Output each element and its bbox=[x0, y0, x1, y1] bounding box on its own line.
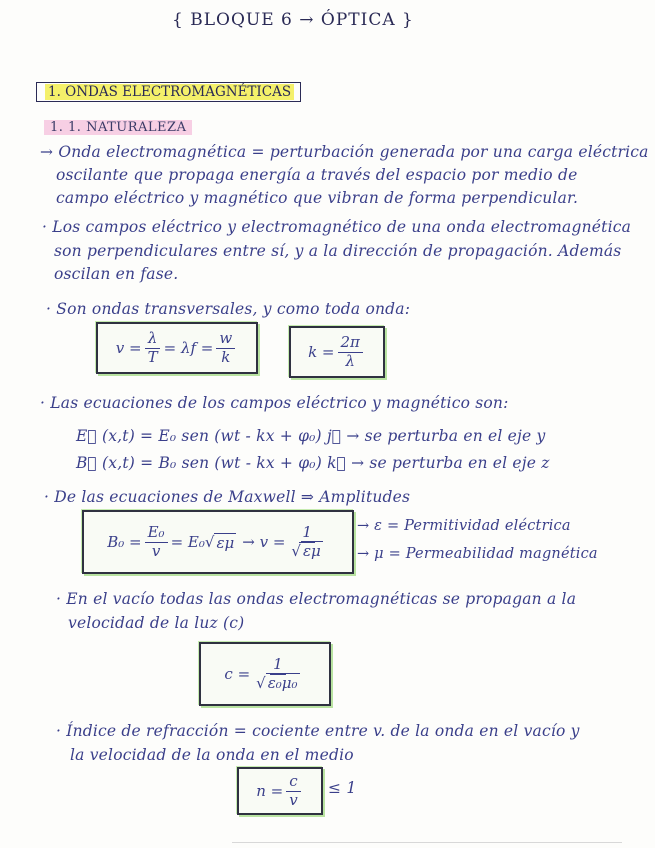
box-k-den: λ bbox=[345, 351, 355, 370]
transversal-line: · Son ondas transversales, y como toda onda: bbox=[46, 300, 411, 318]
paragraph1-line3: campo eléctrico y magnético que vibran de forma perpendicular. bbox=[56, 189, 579, 207]
paragraph1-line2: oscilante que propaga energía a través del espacio por medio de bbox=[56, 166, 578, 184]
box-b0-v-num: 1 bbox=[299, 524, 315, 542]
paragraph2-line1: · Los campos eléctrico y electromagnético de una onda electromagnética bbox=[42, 218, 632, 236]
box-c-lhs: c = bbox=[224, 665, 251, 683]
sqrt-icon: √ bbox=[256, 673, 266, 692]
box-b0-v-den-wrap bbox=[288, 543, 325, 560]
formula-box-k bbox=[289, 326, 385, 378]
title-text: BLOQUE 6 → ÓPTICA bbox=[190, 10, 396, 30]
sqrt-icon: √ bbox=[291, 541, 301, 560]
box-k-num: 2π bbox=[338, 334, 363, 352]
formula-box-v bbox=[96, 322, 258, 374]
box-b0-sqrt: εμ bbox=[216, 533, 235, 552]
section-heading-text: 1. ONDAS ELECTROMAGNÉTICAS bbox=[45, 84, 294, 100]
equations-intro: · Las ecuaciones de los campos eléctrico y magnético son: bbox=[40, 394, 509, 412]
box-v-f1-den: T bbox=[147, 347, 158, 366]
equation-B: B⃗ (x,t) = B₀ sen (wt - kx + φ₀) k⃗ → se perturba en el eje z bbox=[76, 454, 550, 472]
refraction-line2: la velocidad de la onda en el medio bbox=[70, 746, 354, 764]
formula-box-b0 bbox=[82, 510, 354, 574]
formula-box-c bbox=[199, 642, 331, 706]
box-k-fraction bbox=[338, 334, 363, 370]
box-b0-v-den: εμ bbox=[302, 541, 321, 560]
box-v-f2-den: k bbox=[221, 347, 231, 366]
page-title bbox=[172, 10, 414, 30]
box-b0-mid: = E₀ bbox=[170, 533, 205, 551]
box-n-num: c bbox=[286, 773, 300, 791]
box-v-mid: = λf = bbox=[163, 339, 214, 357]
box-c-fraction bbox=[253, 656, 302, 692]
paragraph1-line1: → Onda electromagnética = perturbación generada por una carga eléctrica bbox=[40, 143, 649, 161]
box-n-den: v bbox=[289, 790, 298, 809]
refraction-line1: · Índice de refracción = cociente entre v. de la onda en el vacío y bbox=[56, 722, 580, 740]
formula-box-n bbox=[237, 767, 323, 815]
paragraph2-line3: oscilan en fase. bbox=[54, 265, 179, 283]
epsilon-note: → ε = Permitividad eléctrica bbox=[357, 518, 571, 534]
sqrt-icon: √ bbox=[204, 533, 215, 551]
box-n-lhs: n = bbox=[256, 782, 284, 800]
box-b0-arrow: → v = bbox=[242, 533, 286, 551]
section-heading bbox=[36, 82, 301, 102]
box-v-fraction2 bbox=[216, 330, 235, 366]
box-k-lhs: k = bbox=[308, 343, 335, 361]
box-v-fraction1 bbox=[145, 330, 161, 366]
title-brace-left: { bbox=[172, 10, 191, 30]
page-bottom-rule bbox=[232, 842, 622, 843]
box-b0-den: v bbox=[151, 541, 161, 560]
title-brace-right: } bbox=[395, 10, 414, 30]
box-v-f1-num: λ bbox=[145, 330, 161, 348]
box-b0-fraction bbox=[145, 524, 168, 560]
box-b0-num: E₀ bbox=[145, 524, 168, 542]
equation-E: E⃗ (x,t) = E₀ sen (wt - kx + φ₀) j⃗ → se perturba en el eje y bbox=[76, 427, 546, 445]
n-inequality: ≤ 1 bbox=[328, 779, 357, 797]
vacuum-line1: · En el vacío todas las ondas electromagnéticas se propagan a la bbox=[56, 590, 577, 608]
box-c-den: ε₀μ₀ bbox=[267, 673, 298, 692]
subsection-heading: 1. 1. NATURALEZA bbox=[44, 120, 192, 135]
maxwell-intro: · De las ecuaciones de Maxwell ⇒ Amplitudes bbox=[44, 488, 411, 506]
mu-note: → μ = Permeabilidad magnética bbox=[357, 546, 598, 562]
box-b0-v-fraction bbox=[288, 524, 325, 560]
box-c-num: 1 bbox=[270, 656, 286, 674]
box-b0-lhs: B₀ = bbox=[107, 533, 142, 551]
box-v-lhs: v = bbox=[115, 339, 142, 357]
vacuum-line2: velocidad de la luz (c) bbox=[68, 614, 245, 632]
box-c-den-wrap bbox=[253, 675, 302, 692]
box-v-f2-num: w bbox=[216, 330, 235, 348]
paragraph2-line2: son perpendiculares entre sí, y a la dirección de propagación. Además bbox=[54, 242, 622, 260]
box-n-fraction bbox=[286, 773, 300, 809]
